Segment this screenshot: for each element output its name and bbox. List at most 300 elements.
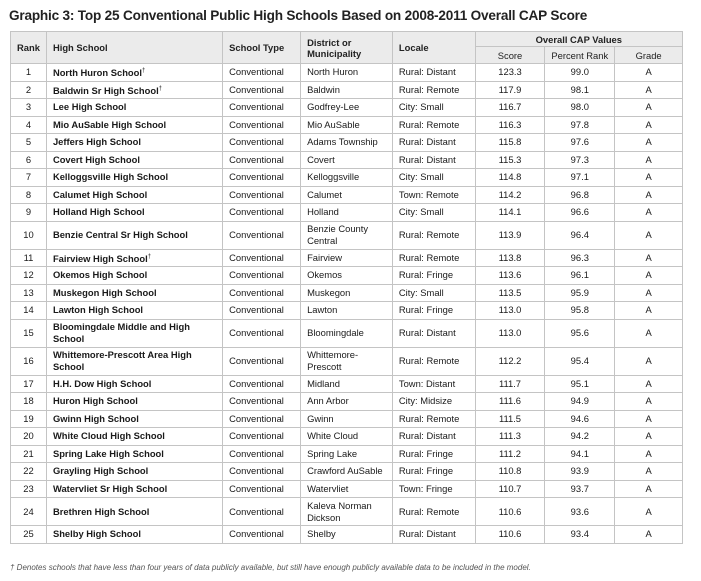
score-cell xyxy=(475,267,545,285)
percent-rank-cell xyxy=(545,221,615,249)
school-name-cell xyxy=(46,526,222,544)
dagger-footnote-marker: † xyxy=(142,68,146,75)
grade-cell xyxy=(615,375,683,393)
percent-rank-cell xyxy=(545,81,615,99)
rank-cell xyxy=(11,284,47,302)
district-cell xyxy=(301,267,393,285)
school-name-cell xyxy=(46,99,222,117)
grade-cell-text: A xyxy=(645,327,652,338)
grade-cell-text: A xyxy=(645,395,652,407)
school-name-cell xyxy=(46,249,222,267)
school-type-cell xyxy=(223,410,301,428)
school-type-cell xyxy=(223,169,301,187)
rank-cell-text: 8 xyxy=(25,188,32,200)
district-cell-text: White Cloud xyxy=(307,430,359,442)
rank-cell-text: 23 xyxy=(23,482,34,494)
district-cell-text: Spring Lake xyxy=(307,447,358,459)
percent-rank-cell xyxy=(545,267,615,285)
school-type-cell xyxy=(223,134,301,152)
locale-cell xyxy=(392,428,475,446)
score-cell xyxy=(475,463,545,481)
percent-rank-cell-text: 97.8 xyxy=(570,118,589,130)
grade-cell-text: A xyxy=(645,505,652,517)
score-cell-text: 113.5 xyxy=(498,286,522,298)
locale-cell-text: Town: Distant xyxy=(398,377,456,389)
table-row xyxy=(11,64,683,82)
locale-cell xyxy=(392,375,475,393)
score-cell-text: 110.8 xyxy=(498,465,522,477)
rank-cell xyxy=(11,347,47,375)
grade-cell-text: A xyxy=(645,482,652,494)
school-type-cell xyxy=(223,393,301,411)
grade-cell-text: A xyxy=(645,136,652,148)
school-name-cell-text: Brethren High School xyxy=(52,505,150,517)
grade-cell-text: A xyxy=(645,66,652,78)
school-type-cell-text: Conventional xyxy=(229,251,284,263)
grade-cell xyxy=(615,526,683,544)
district-cell xyxy=(301,463,393,481)
grade-cell-text: A xyxy=(645,83,652,95)
school-type-cell xyxy=(223,319,301,347)
school-type-cell-text: Conventional xyxy=(229,447,284,459)
locale-cell-text: City: Midsize xyxy=(398,395,453,407)
rank-cell-text: 10 xyxy=(23,229,34,240)
rank-cell-text: 4 xyxy=(25,118,32,130)
rank-cell-text: 20 xyxy=(23,430,34,442)
rank-cell-text: 22 xyxy=(23,465,34,477)
score-cell-text: 110.6 xyxy=(498,528,522,540)
school-name-cell xyxy=(46,302,222,320)
grade-cell xyxy=(615,169,683,187)
school-name-cell xyxy=(46,267,222,285)
percent-rank-cell xyxy=(545,64,615,82)
grade-cell xyxy=(615,463,683,481)
percent-rank-cell-text: 94.1 xyxy=(570,447,589,459)
percent-rank-cell-text: 95.8 xyxy=(570,304,589,316)
percent-rank-cell-text: 95.4 xyxy=(570,355,589,366)
dagger-footnote-marker: † xyxy=(158,85,163,92)
school-name-cell xyxy=(46,116,222,134)
locale-cell-text: City: Small xyxy=(398,101,444,113)
rank-cell-text: 14 xyxy=(23,304,34,316)
score-cell-text: 111.6 xyxy=(498,395,522,407)
table-row xyxy=(11,498,683,526)
grade-cell-text: A xyxy=(645,206,652,218)
percent-rank-cell xyxy=(545,284,615,302)
score-cell-text: 111.3 xyxy=(498,430,522,442)
school-name-cell-text: Lee High School xyxy=(52,101,127,113)
percent-rank-cell xyxy=(545,410,615,428)
district-cell xyxy=(301,249,393,267)
district-cell-text: Okemos xyxy=(307,269,342,281)
grade-cell xyxy=(615,410,683,428)
rank-cell-text: 17 xyxy=(23,377,34,389)
grade-cell xyxy=(615,221,683,249)
rank-cell xyxy=(11,249,47,267)
district-cell xyxy=(301,319,393,347)
rank-cell-text: 15 xyxy=(23,327,34,338)
school-type-cell xyxy=(223,81,301,99)
district-cell xyxy=(301,498,393,526)
grade-cell-text: A xyxy=(645,355,652,366)
score-cell xyxy=(475,480,545,498)
district-cell xyxy=(301,99,393,117)
table-row xyxy=(11,410,683,428)
locale-cell xyxy=(392,480,475,498)
percent-rank-cell xyxy=(545,480,615,498)
rank-cell-text: 3 xyxy=(25,101,32,113)
rank-cell-text: 6 xyxy=(25,153,32,165)
header-row xyxy=(11,32,683,47)
score-cell-text: 116.7 xyxy=(498,101,522,113)
district-cell-text: Covert xyxy=(307,153,335,165)
header-school: High School xyxy=(46,32,222,64)
grade-cell xyxy=(615,186,683,204)
locale-cell-text: Rural: Remote xyxy=(398,251,460,263)
school-name-cell xyxy=(46,64,222,82)
percent-rank-cell-text: 95.6 xyxy=(570,327,589,338)
rank-cell xyxy=(11,151,47,169)
percent-rank-cell xyxy=(545,445,615,463)
school-type-cell-text: Conventional xyxy=(229,206,284,218)
percent-rank-cell-text: 96.8 xyxy=(570,188,589,200)
percent-rank-cell xyxy=(545,347,615,375)
grade-cell xyxy=(615,151,683,169)
district-cell xyxy=(301,116,393,134)
grade-cell xyxy=(615,302,683,320)
school-name-cell xyxy=(46,186,222,204)
school-type-cell xyxy=(223,445,301,463)
school-name-cell xyxy=(46,284,222,302)
score-cell-text: 113.0 xyxy=(498,327,522,338)
school-name-cell xyxy=(46,445,222,463)
rank-cell-text: 16 xyxy=(23,355,34,366)
locale-cell-text: Rural: Remote xyxy=(398,118,460,130)
header-grade: Grade xyxy=(615,47,683,64)
percent-rank-cell xyxy=(545,204,615,222)
rank-cell xyxy=(11,393,47,411)
locale-cell xyxy=(392,169,475,187)
district-cell-text: Benzie County Central xyxy=(307,223,369,246)
school-name-cell xyxy=(46,81,222,99)
school-type-cell-text: Conventional xyxy=(229,188,284,200)
locale-cell-text: Rural: Remote xyxy=(398,355,460,366)
district-cell-text: Godfrey-Lee xyxy=(307,101,360,113)
table-row xyxy=(11,221,683,249)
district-cell-text: Whittemore-Prescott xyxy=(307,349,359,372)
school-name-cell-text: Huron High School xyxy=(52,395,138,407)
district-cell-text: Crawford AuSable xyxy=(307,465,383,477)
grade-cell xyxy=(615,445,683,463)
score-cell xyxy=(475,249,545,267)
header-rank: Rank xyxy=(11,32,47,64)
locale-cell-text: City: Small xyxy=(398,171,444,183)
score-cell xyxy=(475,284,545,302)
grade-cell xyxy=(615,319,683,347)
percent-rank-cell-text: 95.1 xyxy=(570,377,589,389)
district-cell-text: Muskegon xyxy=(307,286,351,298)
percent-rank-cell xyxy=(545,151,615,169)
school-name-cell-text: Shelby High School xyxy=(52,528,141,540)
score-cell-text: 115.3 xyxy=(498,153,522,165)
score-cell-text: 110.7 xyxy=(498,482,522,494)
score-cell xyxy=(475,526,545,544)
locale-cell-text: City: Small xyxy=(398,286,444,298)
percent-rank-cell xyxy=(545,319,615,347)
school-type-cell-text: Conventional xyxy=(229,153,284,165)
score-cell xyxy=(475,134,545,152)
district-cell-text: Holland xyxy=(307,206,339,218)
percent-rank-cell xyxy=(545,186,615,204)
rank-cell xyxy=(11,463,47,481)
score-cell-text: 113.6 xyxy=(498,269,522,281)
rank-cell xyxy=(11,302,47,320)
rank-cell-text: 12 xyxy=(23,269,34,281)
district-cell-text: Shelby xyxy=(307,528,336,540)
school-type-cell xyxy=(223,267,301,285)
table-row xyxy=(11,134,683,152)
school-name-cell-text: Whittemore-Prescott Area High School xyxy=(52,349,192,372)
school-name-cell xyxy=(46,393,222,411)
header-district: District or Municipality xyxy=(301,32,393,64)
district-cell-text: Gwinn xyxy=(307,412,334,424)
grade-cell xyxy=(615,498,683,526)
district-cell-text: Mio AuSable xyxy=(307,118,360,130)
locale-cell-text: Rural: Distant xyxy=(398,327,456,338)
percent-rank-cell xyxy=(545,116,615,134)
locale-cell-text: City: Small xyxy=(398,206,444,218)
district-cell xyxy=(301,204,393,222)
school-name-cell-text: Benzie Central Sr High School xyxy=(52,229,188,240)
score-cell-text: 111.5 xyxy=(498,412,522,424)
rank-cell xyxy=(11,526,47,544)
table-row xyxy=(11,393,683,411)
table-row xyxy=(11,445,683,463)
district-cell xyxy=(301,284,393,302)
table-row xyxy=(11,480,683,498)
percent-rank-cell-text: 97.1 xyxy=(570,171,589,183)
table-row xyxy=(11,186,683,204)
grade-cell-text: A xyxy=(645,304,652,316)
rank-cell xyxy=(11,169,47,187)
percent-rank-cell-text: 96.4 xyxy=(570,229,589,240)
school-name-cell-text: Calumet High School xyxy=(52,188,148,200)
grade-cell-text: A xyxy=(645,528,652,540)
district-cell xyxy=(301,445,393,463)
grade-cell-text: A xyxy=(645,101,652,113)
rank-cell xyxy=(11,375,47,393)
school-name-cell-text: Okemos High School xyxy=(52,269,148,281)
rank-cell xyxy=(11,267,47,285)
score-cell xyxy=(475,302,545,320)
district-cell-text: Baldwin xyxy=(307,83,340,95)
rank-cell-text: 25 xyxy=(23,528,34,540)
percent-rank-cell-text: 93.9 xyxy=(570,465,589,477)
locale-cell xyxy=(392,319,475,347)
locale-cell-text: Rural: Fringe xyxy=(398,269,454,281)
school-type-cell-text: Conventional xyxy=(229,101,284,113)
score-cell-text: 111.7 xyxy=(498,377,522,389)
grade-cell xyxy=(615,347,683,375)
percent-rank-cell-text: 96.1 xyxy=(570,269,589,281)
score-cell-text: 113.9 xyxy=(498,229,522,240)
grade-cell xyxy=(615,64,683,82)
score-cell-text: 123.3 xyxy=(498,66,522,78)
table-row xyxy=(11,428,683,446)
grade-cell xyxy=(615,116,683,134)
score-cell-text: 114.8 xyxy=(498,171,522,183)
school-type-cell-text: Conventional xyxy=(229,83,284,95)
school-name-cell-text: H.H. Dow High School xyxy=(52,377,152,389)
district-cell-text: Fairview xyxy=(307,251,342,263)
score-cell xyxy=(475,393,545,411)
header-school-type: School Type xyxy=(223,32,301,64)
rank-cell xyxy=(11,428,47,446)
score-cell xyxy=(475,428,545,446)
school-type-cell-text: Conventional xyxy=(229,286,284,298)
table-row xyxy=(11,151,683,169)
school-type-cell-text: Conventional xyxy=(229,118,284,130)
rank-cell-text: 18 xyxy=(23,395,34,407)
school-type-cell xyxy=(223,284,301,302)
schools-table xyxy=(10,31,683,544)
school-name-cell xyxy=(46,480,222,498)
district-cell xyxy=(301,169,393,187)
rank-cell xyxy=(11,445,47,463)
percent-rank-cell-text: 94.9 xyxy=(570,395,589,407)
grade-cell xyxy=(615,204,683,222)
school-type-cell-text: Conventional xyxy=(229,304,284,316)
district-cell xyxy=(301,151,393,169)
district-cell-text: Kelloggsville xyxy=(307,171,360,183)
score-cell-text: 110.6 xyxy=(498,505,522,517)
school-type-cell-text: Conventional xyxy=(229,412,284,424)
table-row xyxy=(11,463,683,481)
percent-rank-cell xyxy=(545,375,615,393)
school-type-cell xyxy=(223,221,301,249)
school-name-cell-text: Watervliet Sr High School xyxy=(52,482,168,494)
percent-rank-cell xyxy=(545,526,615,544)
locale-cell-text: Rural: Remote xyxy=(398,505,460,517)
school-type-cell-text: Conventional xyxy=(229,465,284,477)
grade-cell-text: A xyxy=(645,377,652,389)
school-type-cell-text: Conventional xyxy=(229,377,284,389)
district-cell xyxy=(301,302,393,320)
school-type-cell xyxy=(223,116,301,134)
school-type-cell-text: Conventional xyxy=(229,66,284,78)
grade-cell xyxy=(615,81,683,99)
locale-cell-text: Rural: Fringe xyxy=(398,465,454,477)
rank-cell xyxy=(11,480,47,498)
score-cell xyxy=(475,221,545,249)
school-name-cell-text: Bloomingdale Middle and High School xyxy=(52,321,190,344)
locale-cell-text: Rural: Remote xyxy=(398,412,460,424)
locale-cell xyxy=(392,151,475,169)
school-name-cell xyxy=(46,319,222,347)
school-type-cell-text: Conventional xyxy=(229,528,284,540)
table-row xyxy=(11,375,683,393)
school-name-cell-text: Covert High School xyxy=(52,153,140,165)
rank-cell xyxy=(11,81,47,99)
district-cell xyxy=(301,428,393,446)
locale-cell-text: Town: Fringe xyxy=(398,482,453,494)
page-title: Graphic 3: Top 25 Conventional Public High Schools Based on 2008-2011 Overall CAP Score xyxy=(9,8,588,23)
school-type-cell xyxy=(223,99,301,117)
score-cell-text: 115.8 xyxy=(498,136,522,148)
rank-cell xyxy=(11,410,47,428)
rank-cell-text: 7 xyxy=(25,171,32,183)
locale-cell-text: Rural: Fringe xyxy=(398,447,454,459)
score-cell-text: 112.2 xyxy=(498,355,522,366)
school-type-cell xyxy=(223,186,301,204)
table-row xyxy=(11,99,683,117)
rank-cell-text: 19 xyxy=(23,412,34,424)
table-row xyxy=(11,169,683,187)
district-cell xyxy=(301,186,393,204)
school-name-cell-text: Mio AuSable High School xyxy=(52,118,167,130)
rank-cell xyxy=(11,204,47,222)
table-body xyxy=(11,64,683,544)
locale-cell-text: Rural: Remote xyxy=(398,83,460,95)
rank-cell-text: 9 xyxy=(25,206,32,218)
rank-cell-text: 11 xyxy=(23,251,34,263)
percent-rank-cell-text: 97.6 xyxy=(570,136,589,148)
percent-rank-cell-text: 93.6 xyxy=(570,505,589,517)
grade-cell-text: A xyxy=(645,251,652,263)
school-type-cell xyxy=(223,375,301,393)
table-row xyxy=(11,319,683,347)
locale-cell xyxy=(392,64,475,82)
school-name-cell xyxy=(46,134,222,152)
grade-cell-text: A xyxy=(645,465,652,477)
score-cell-text: 113.8 xyxy=(498,251,522,263)
locale-cell-text: Town: Remote xyxy=(398,188,459,200)
district-cell xyxy=(301,375,393,393)
table-row xyxy=(11,284,683,302)
school-type-cell xyxy=(223,463,301,481)
locale-cell xyxy=(392,204,475,222)
school-name-cell xyxy=(46,204,222,222)
score-cell xyxy=(475,116,545,134)
district-cell-text: Adams Township xyxy=(307,136,378,148)
school-type-cell-text: Conventional xyxy=(229,482,284,494)
rank-cell-text: 2 xyxy=(25,83,32,95)
grade-cell-text: A xyxy=(645,153,652,165)
percent-rank-cell xyxy=(545,463,615,481)
table-row xyxy=(11,81,683,99)
district-cell xyxy=(301,393,393,411)
rank-cell xyxy=(11,221,47,249)
school-type-cell xyxy=(223,204,301,222)
district-cell xyxy=(301,221,393,249)
district-cell xyxy=(301,410,393,428)
rank-cell xyxy=(11,99,47,117)
school-name-cell-text: Grayling High School xyxy=(52,465,149,477)
locale-cell xyxy=(392,186,475,204)
percent-rank-cell-text: 93.4 xyxy=(570,528,589,540)
percent-rank-cell xyxy=(545,134,615,152)
percent-rank-cell-text: 93.7 xyxy=(570,482,589,494)
school-name-cell xyxy=(46,151,222,169)
dagger-footnote-marker: † xyxy=(147,253,152,260)
header-overall-cap-values: Overall CAP Values xyxy=(475,32,682,47)
table-row xyxy=(11,267,683,285)
district-cell-text: Bloomingdale xyxy=(307,327,364,338)
rank-cell xyxy=(11,64,47,82)
district-cell-text: Midland xyxy=(307,377,340,389)
score-cell xyxy=(475,410,545,428)
score-cell xyxy=(475,319,545,347)
